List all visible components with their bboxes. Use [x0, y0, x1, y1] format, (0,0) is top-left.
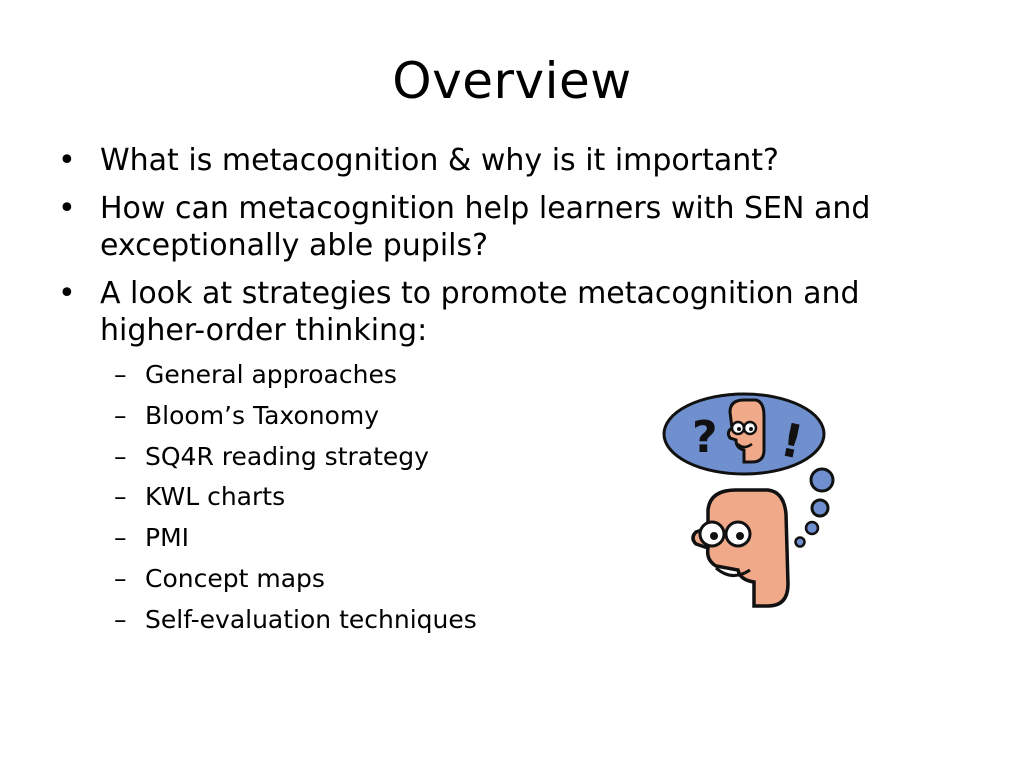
bullet-marker: •	[58, 143, 76, 178]
sub-bullet-text: Concept maps	[145, 563, 325, 593]
thought-dot-icon	[806, 522, 818, 534]
sub-bullet-text: SQ4R reading strategy	[145, 441, 429, 471]
question-mark-icon: ?	[692, 412, 718, 463]
thought-dot-icon	[812, 500, 828, 516]
sub-bullet-text: Self-evaluation techniques	[145, 604, 477, 634]
thinking-head-icon	[652, 388, 842, 618]
sub-bullet-text: General approaches	[145, 360, 397, 389]
sub-bullet-text: KWL charts	[145, 482, 286, 512]
sub-bullet-item	[114, 359, 958, 390]
thought-dot-icon	[811, 469, 833, 491]
sub-bullet-marker: –	[114, 400, 127, 430]
slide-title: Overview	[392, 52, 632, 110]
bullet-text: How can metacognition help learners with SEN and exceptionally able pupils?	[100, 191, 871, 263]
bullet-marker: •	[58, 191, 76, 226]
bullet-text: A look at strategies to promote metacognition and higher-order thinking:	[100, 276, 860, 348]
sub-bullet-text: PMI	[145, 523, 190, 553]
bullet-item	[58, 142, 958, 179]
bullet-marker: •	[58, 276, 76, 311]
sub-bullet-marker: –	[114, 441, 127, 471]
thought-dot-icon	[796, 538, 805, 547]
bullet-text: What is metacognition & why is it important?	[100, 143, 779, 178]
sub-bullet-marker: –	[114, 482, 127, 512]
exclamation-mark-icon: !	[776, 412, 808, 470]
sub-bullet-marker: –	[114, 523, 127, 553]
sub-bullet-marker: –	[114, 360, 127, 389]
bullet-item	[58, 190, 958, 264]
sub-bullet-marker: –	[114, 563, 127, 593]
large-head-icon	[693, 490, 788, 606]
sub-bullet-marker: –	[114, 604, 127, 634]
sub-bullet-text: Bloom’s Taxonomy	[145, 400, 380, 430]
